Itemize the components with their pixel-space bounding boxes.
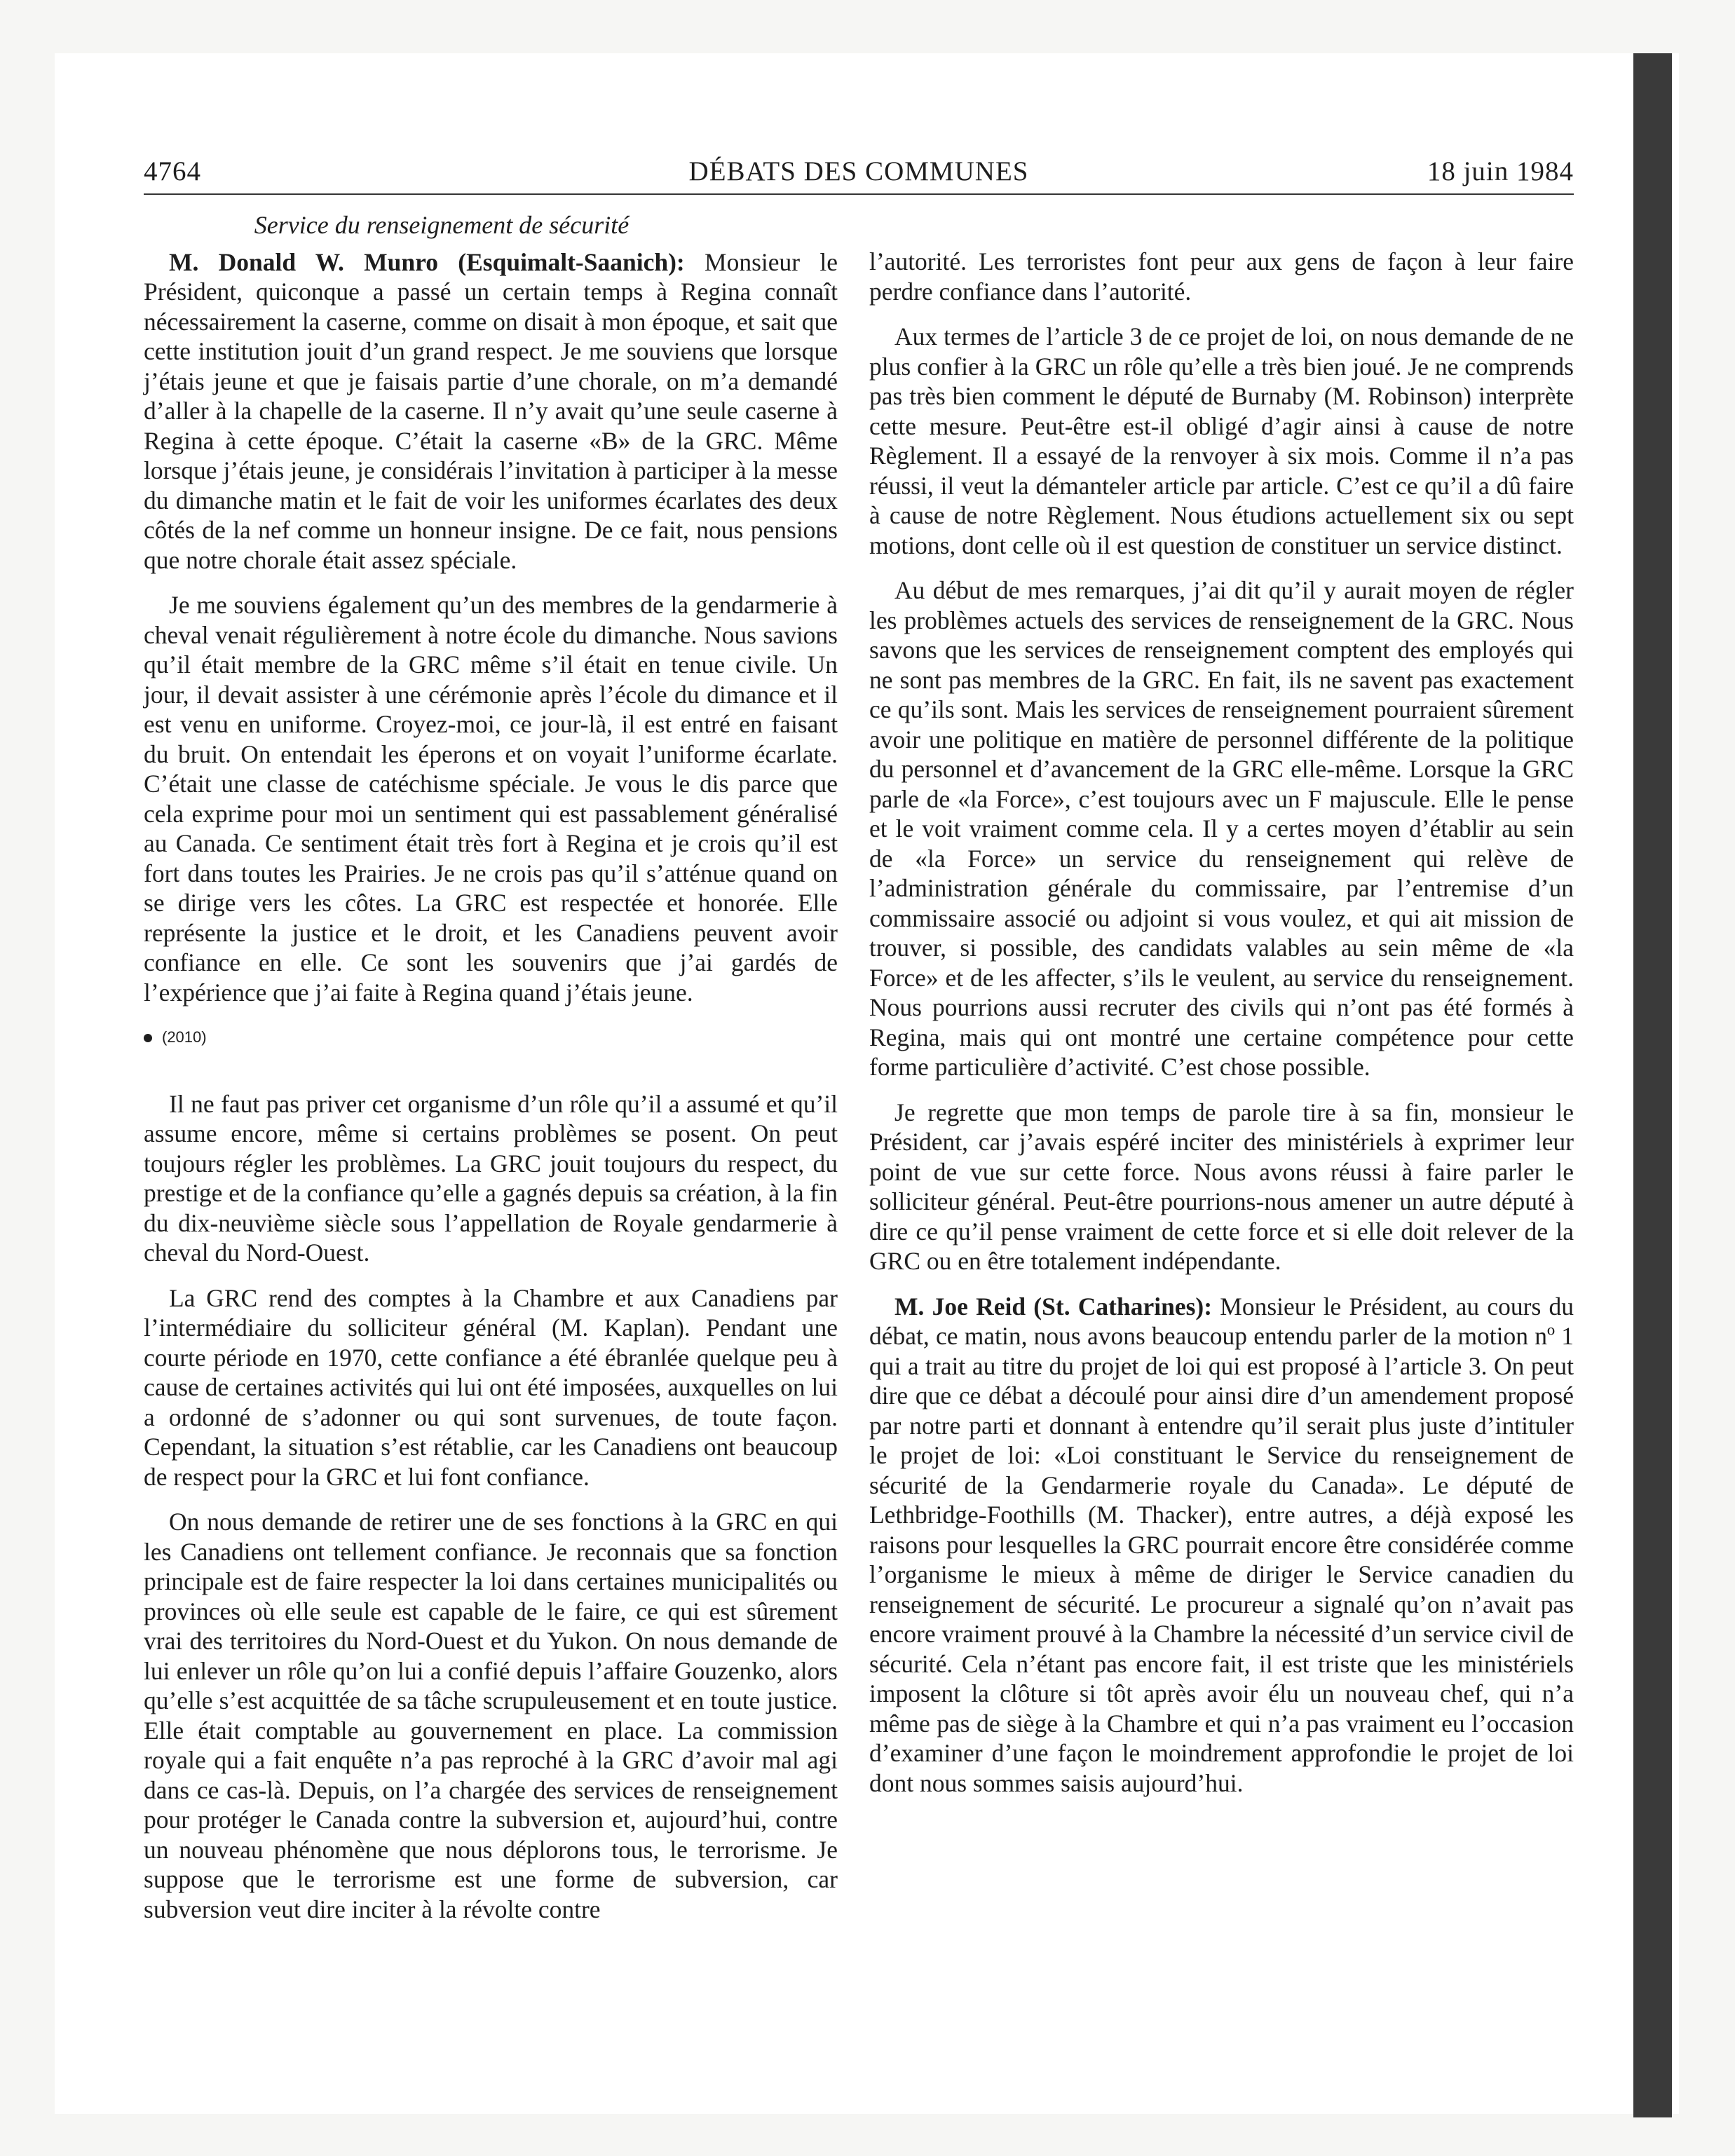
bullet-icon — [144, 1034, 152, 1042]
time-marker-text: (2010) — [162, 1028, 207, 1046]
right-column — [869, 247, 1574, 1813]
left-column — [144, 210, 838, 1939]
page-number: 4764 — [144, 156, 201, 186]
paragraph: On nous demande de retirer une de ses fonctions à la GRC en qui les Canadiens ont tellement confiance. Je reconnais que sa fonction principale est de faire respecter la loi dans certaines municipalités ou provinces où elle seule est capable de le faire, ce qui est sûrement vrai des territoires du Nord-Ouest et du Yukon. On nous demande de lui enlever un rôle qu’on lui a confié depuis l’affaire Gouzenko, alors qu’elle s’est acquittée de sa tâche scrupuleusement et en toute justice. Elle était comptable au gouvernement en place. La commission royale qui a fait enquête n’a pas reproché à la GRC d’avoir mal agi dans ce cas-là. Depuis, on l’a chargée des services de renseignement pour protéger le Canada contre la subversion et, aujourd’hui, contre un nouveau phénomène que nous déplorons tous, le terrorisme. Je suppose que le terrorisme est une forme de subversion, car subversion veut dire inciter à la révolte contre — [144, 1508, 838, 1923]
paragraph: Je regrette que mon temps de parole tire à sa fin, monsieur le Président, car j’avais espéré inciter des ministériels à exprimer leur point de vue sur cette force. Nous avons réussi à faire parler le solliciteur général. Peut-être pourrions-nous amener un autre député à dire ce qu’il pense vraiment de cette force et si elle doit relever de la GRC ou en être totalement indépendante. — [869, 1098, 1574, 1275]
paragraph: Il ne faut pas priver cet organisme d’un rôle qu’il a assumé et qu’il assume encore, même si certains problèmes se posent. On peut toujours régler les problèmes. La GRC jouit toujours du respect, du prestige et de la confiance qu’elle a gagnés depuis sa création, à la fin du dix-neuvième siècle sous l’appellation de Royale gendarmerie à cheval du Nord-Ouest. — [144, 1089, 838, 1267]
paragraph-text: Monsieur le Président, quiconque a passé un certain temps à Regina connaît nécessairement la caserne, comme on disait à mon époque, et sait que cette institution jouit d’un grand respect. Je me souviens que lorsque j’étais jeune et que je faisais partie d’une chorale, on m’a demandé d’aller à la chapelle de la caserne. Il n’y avait qu’une seule caserne à Regina à cette époque. C’était la caserne «B» de la GRC. Même lorsque j’étais jeune, je considérais l’invitation à participer à la messe du dimanche matin et le fait de voir les uniformes écarlates des deux côtés de la nef comme un honneur insigne. De ce fait, nous pensions que notre chorale était assez spéciale. — [144, 247, 838, 574]
page-header — [144, 150, 1574, 195]
binding-edge — [1633, 53, 1672, 2117]
paragraph — [869, 1292, 1574, 1799]
paragraph-text: Monsieur le Président, au cours du débat, ce matin, nous avons beaucoup entendu parler de la motion nº 1 qui a trait au titre du projet de loi qui est proposé à l’article 3. On peut dire que ce débat a découlé pour ainsi dire d’un amendement proposé par notre parti et donnant à entendre qu’il serait plus juste d’intituler le projet de loi: «Loi constituant le Service du renseignement de sécurité de la Gendarmerie royale du Canada». Le député de Lethbridge-Foothills (M. Thacker), entre autres, a déjà exposé les raisons pour lesquelles la GRC pourrait encore être considérée comme l’organisme le mieux à même de diriger le Service canadien du renseignement de sécurité. Le procureur a signalé qu’on n’avait pas encore vraiment prouvé à la Chambre la nécessité d’un service civil de sécurité. Cela n’étant pas encore fait, il est triste que les ministériels imposent la clôture si tôt après avoir élu un nouveau chef, qui n’a même pas de siège à la Chambre et qui n’a pas vraiment eu l’occasion d’examiner d’une façon le moindrement approfondie le projet de loi dont nous sommes saisis aujourd’hui. — [869, 1292, 1574, 1797]
section-title: Service du renseignement de sécurité — [254, 211, 630, 239]
paragraph: Je me souviens également qu’un des membres de la gendarmerie à cheval venait régulièrement à notre école du dimanche. Nous savions qu’il était membre de la GRC même s’il était en tenue civile. Un jour, il devait assister à une cérémonie après l’école du dimance et il est venu en uniforme. Croyez-moi, ce jour-là, il est entré en faisant du bruit. On entendait les éperons et on voyait l’uniforme écarlate. C’était une classe de catéchisme spéciale. Je vous le dis parce que cela exprime pour moi un sentiment qui est passablement généralisé au Canada. Ce sentiment était très fort à Regina et je crois qu’il est fort dans toutes les Prairies. Je ne crois pas qu’il s’atténue quand on se dirige vers les côtes. La GRC est respectée et honorée. Elle représente la justice et le droit, et les Canadiens peuvent avoir confiance en elle. Ce sont les souvenirs que j’ai gardés de l’expérience que j’ai faite à Regina quand j’étais jeune. — [144, 591, 838, 1007]
speaker-name: M. Joe Reid (St. Catharines): — [894, 1292, 1213, 1321]
paragraph: Aux termes de l’article 3 de ce projet de loi, on nous demande de ne plus confier à la GRC un rôle qu’elle a très bien joué. Je ne comprends pas très bien comment le député de Burnaby (M. Robinson) interprète cette mesure. Peut-être est-il obligé d’agir ainsi à cause de notre Règlement. Il a essayé de la renvoyer à six mois. Comme il n’a pas réussi, il veut la démanteler article par article. C’est ce qu’il a dû faire à cause de notre Règlement. Nous étudions actuellement six ou sept motions, dont celle où il est question de constituer un service distinct. — [869, 322, 1574, 559]
paragraph: l’autorité. Les terroristes font peur aux gens de façon à leur faire perdre confiance dans l’autorité. — [869, 247, 1574, 306]
paragraph — [144, 247, 838, 575]
header-date: 18 juin 1984 — [1427, 156, 1574, 186]
time-marker — [144, 1023, 838, 1053]
paragraph: La GRC rend des comptes à la Chambre et aux Canadiens par l’intermédiaire du solliciteur général (M. Kaplan). Pendant une courte période en 1970, cette confiance a été ébranlée quelque peu à cause de certaines activités qui lui ont été imposées, auxquelles on lui a ordonné de s’adonner ou qui sont survenues, de toute façon. Cependant, la situation s’est rétablie, car les Canadiens ont beaucoup de respect pour la GRC et lui font confiance. — [144, 1283, 838, 1491]
speaker-name: M. Donald W. Munro (Esquimalt-Saanich): — [169, 247, 685, 276]
journal-title: DÉBATS DES COMMUNES — [688, 156, 1029, 186]
paragraph: Au début de mes remarques, j’ai dit qu’il y aurait moyen de régler les problèmes actuels des services de renseignement de la GRC. Nous savons que les services de renseignement comptent des employés qui ne sont pas membres de la GRC. En fait, ils ne savent pas exactement ce qu’ils sont. Mais les services de renseignement pourraient sûrement avoir une politique en matière de personnel différente de la politique du personnel et d’avancement de la GRC elle-même. Lorsque la GRC parle de «la Force», c’est toujours avec un F majuscule. Elle le pense et le voit vraiment comme cela. Il y a certes moyen d’établir au sein de «la Force» un service du renseignement qui relève de l’administration générale du commissaire, par l’entremise d’un commissaire associé ou adjoint si vous voulez, et qui ait mission de trouver, si possible, des candidats valables au sein même de «la Force» et de les affecter, s’ils le veulent, au service du renseignement. Nous pourrions aussi recruter des civils qui n’ont pas été formés à Regina, mais qui ont montré une certaine compétence pour cette forme particulière d’activité. C’est chose possible. — [869, 576, 1574, 1081]
